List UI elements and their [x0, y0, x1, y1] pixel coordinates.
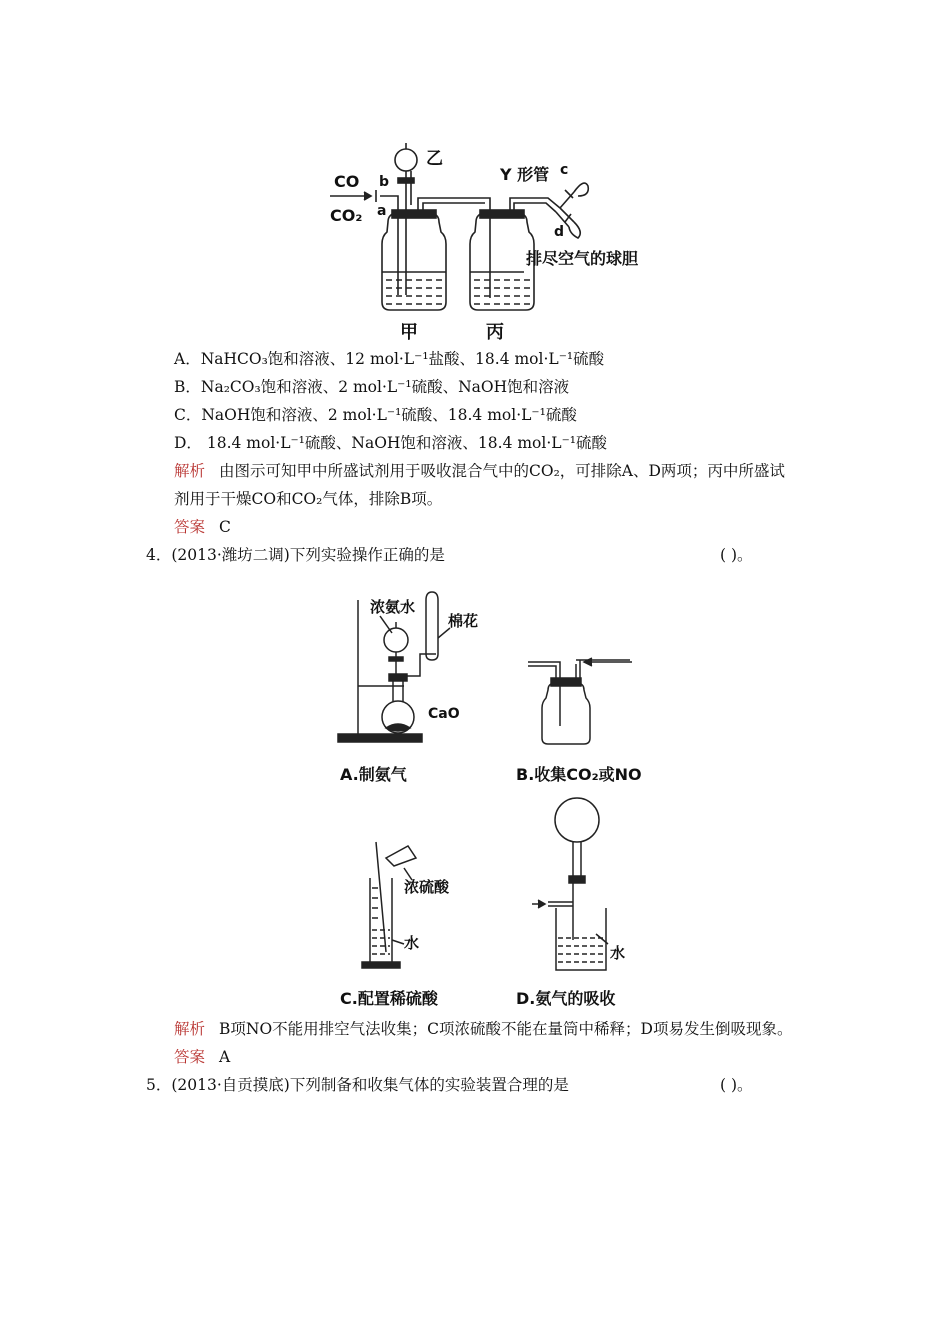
q3-option-b: B．Na₂CO₃饱和溶液、2 mol·L⁻¹硫酸、NaOH饱和溶液	[174, 378, 570, 396]
label-c: c	[560, 162, 569, 178]
q4-answer	[174, 1046, 230, 1068]
q4-answer-bracket: ( )。	[720, 546, 753, 564]
answer-tag: 答案	[174, 1048, 206, 1066]
label-co2: CO₂	[330, 206, 363, 225]
q3-option-c: C．NaOH饱和溶液、2 mol·L⁻¹硫酸、18.4 mol·L⁻¹硫酸	[174, 406, 577, 424]
label-yi: 乙	[426, 149, 443, 169]
analysis-tag: 解析	[174, 462, 206, 480]
label-co: CO	[334, 172, 360, 191]
label-conc-ammonia: 浓氨水	[370, 598, 416, 616]
q4-analysis-text: B项NO不能用排空气法收集；C项浓硫酸不能在量筒中稀释；D项易发生倒吸现象。	[219, 1020, 793, 1038]
label-cao: CaO	[428, 706, 460, 722]
label-a: a	[377, 203, 387, 219]
caption-b: B.收集CO₂或NO	[516, 765, 642, 784]
label-bing: 丙	[486, 322, 504, 343]
q3-analysis-text-2: 剂用于干燥CO和CO₂气体，排除B项。	[174, 490, 443, 508]
caption-d: D.氨气的吸收	[516, 989, 616, 1008]
q3-analysis-text-1: 由图示可知甲中所盛试剂用于吸收混合气中的CO₂，可排除A、D两项；丙中所盛试	[219, 462, 785, 480]
q4-answer-value: A	[219, 1048, 231, 1066]
analysis-tag: 解析	[174, 1020, 206, 1038]
label-y-tube: Y 形管	[500, 165, 550, 184]
label-d: d	[554, 224, 565, 240]
q3-answer-value: C	[219, 518, 231, 536]
q4-analysis	[174, 1018, 792, 1040]
q5-stem: 5．(2013·自贡摸底)下列制备和收集气体的实验装置合理的是	[146, 1076, 569, 1094]
caption-a: A.制氨气	[340, 765, 407, 784]
q5-answer-bracket: ( )。	[720, 1076, 753, 1094]
caption-c: C.配置稀硫酸	[340, 989, 438, 1008]
label-water-d: 水	[610, 944, 626, 962]
answer-tag: 答案	[174, 518, 206, 536]
label-b: b	[379, 174, 390, 190]
label-cotton: 棉花	[448, 612, 479, 630]
label-bulb: 排尽空气的球胆	[526, 249, 639, 268]
q3-option-d: D． 18.4 mol·L⁻¹硫酸、NaOH饱和溶液、18.4 mol·L⁻¹硫酸	[174, 434, 607, 452]
label-conc-h2so4: 浓硫酸	[404, 878, 450, 896]
q3-option-a: A．NaHCO₃饱和溶液、12 mol·L⁻¹盐酸、18.4 mol·L⁻¹硫酸	[174, 350, 605, 368]
label-jia: 甲	[400, 322, 418, 343]
q4-stem: 4．(2013·潍坊二调)下列实验操作正确的是	[146, 546, 445, 564]
label-water-c: 水	[404, 934, 420, 952]
